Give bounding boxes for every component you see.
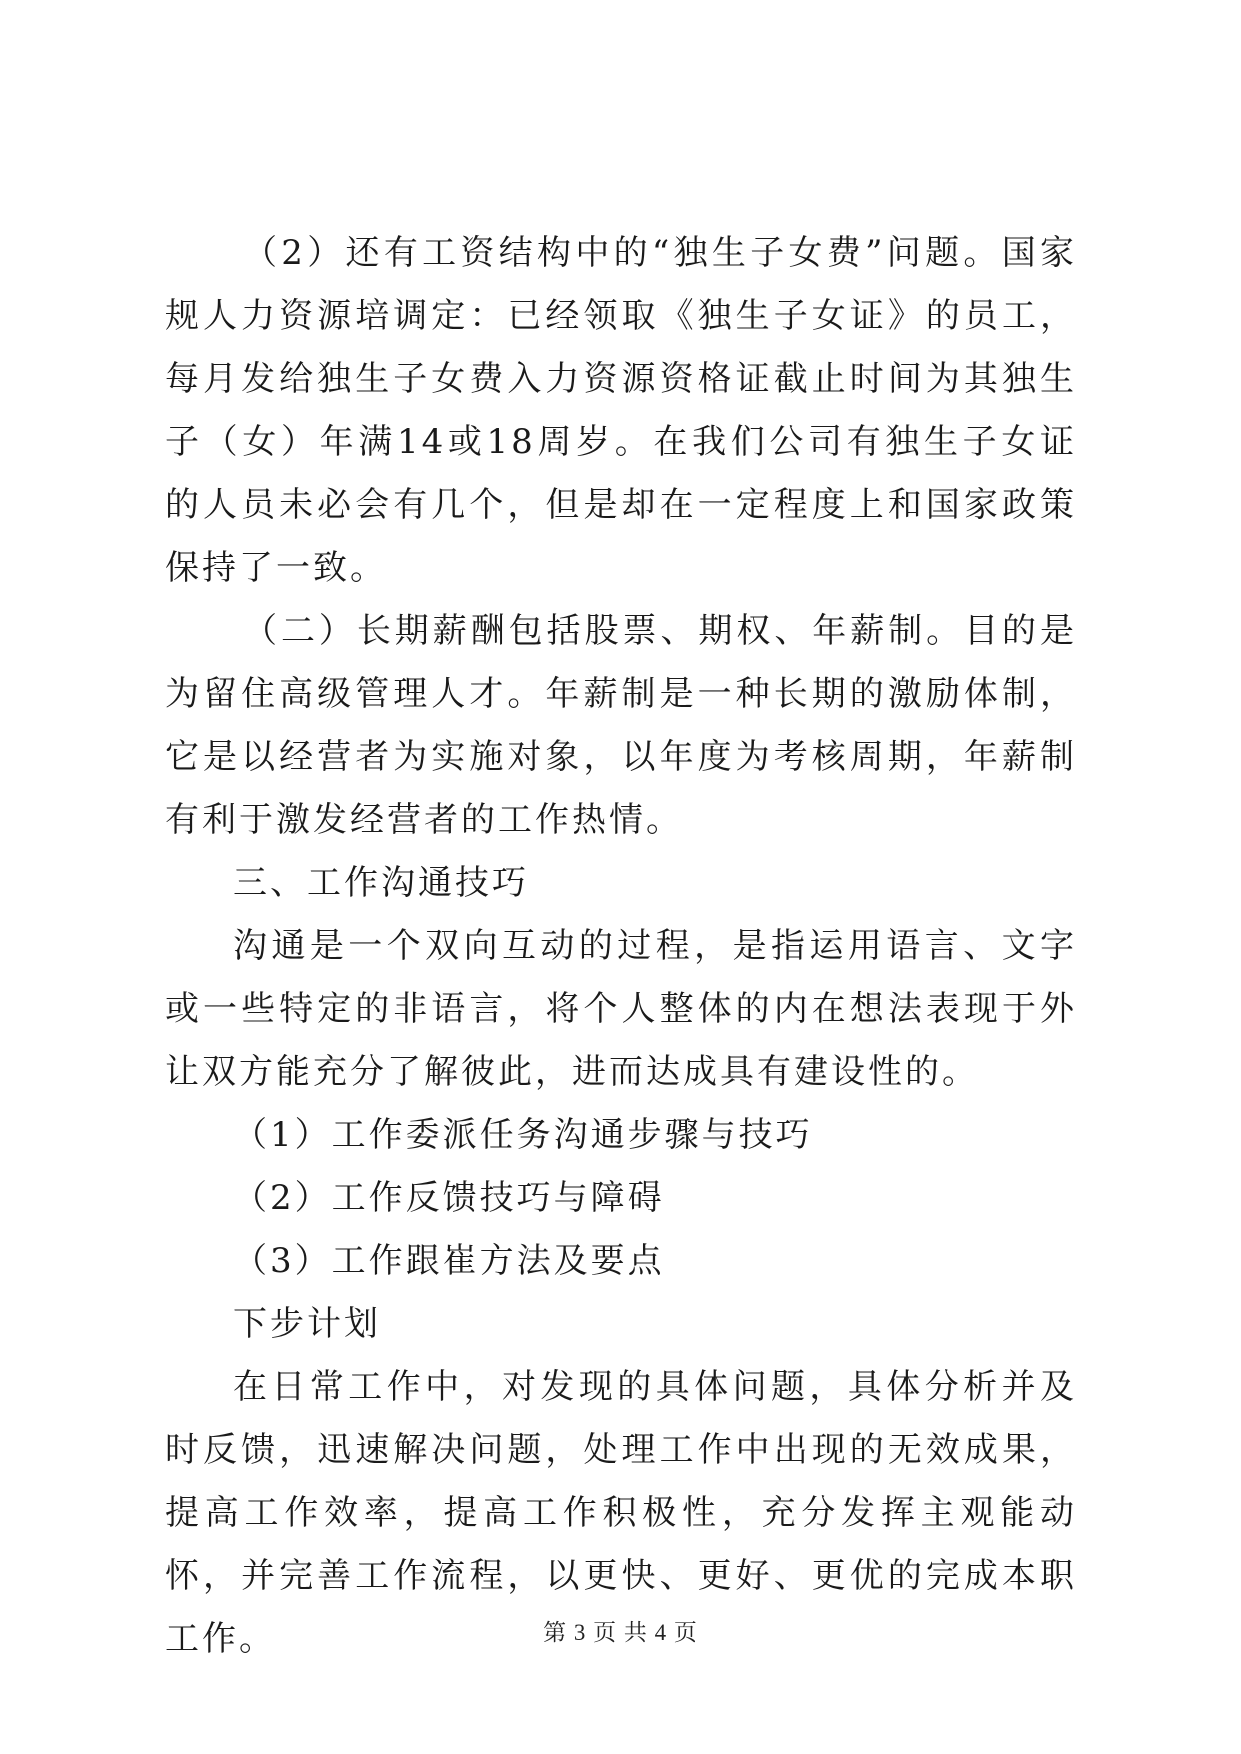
paragraph-long-term-compensation: （二）长期薪酬包括股票、期权、年薪制。目的是为留住高级管理人才。年薪制是一种长期的激励体制，它是以经营者为实施对象，以年度为考核周期，年薪制有利于激发经营者的工作热情。 <box>165 611 1077 840</box>
list-item-follow-up: （3）工作跟崔方法及要点 <box>233 1241 665 1281</box>
list-item-delegation: （1）工作委派任务沟通步骤与技巧 <box>233 1115 813 1155</box>
paragraph-communication-definition: 沟通是一个双向互动的过程，是指运用语言、文字或一些特定的非语言，将个人整体的内在想法表现于外让双方能充分了解彼此，进而达成具有建设性的。 <box>165 926 1077 1092</box>
section-heading-next-plan: 下步计划 <box>233 1304 381 1344</box>
paragraph-only-child-fee: （2）还有工资结构中的“独生子女费”问题。国家规人力资源培调定：已经领取《独生子女证》的员工，每月发给独生子女费入力资源资格证截止时间为其独生子（女）年满14或18周岁。在我们公司有独生子女证的人员未必会有几个，但是却在一定程度上和国家政策保持了一致。 <box>165 233 1077 588</box>
list-item-feedback: （2）工作反馈技巧与障碍 <box>233 1178 665 1218</box>
section-heading-communication: 三、工作沟通技巧 <box>233 863 529 903</box>
page-number-footer: 第 3 页 共 4 页 <box>543 1620 698 1645</box>
paragraph-next-plan: 在日常工作中，对发现的具体问题，具体分析并及时反馈，迅速解决问题，处理工作中出现的无效成果，提高工作效率，提高工作积极性，充分发挥主观能动怀，并完善工作流程，以更快、更好、更优的完成本职工作。 <box>165 1367 1077 1659</box>
document-body <box>165 222 1077 1671</box>
